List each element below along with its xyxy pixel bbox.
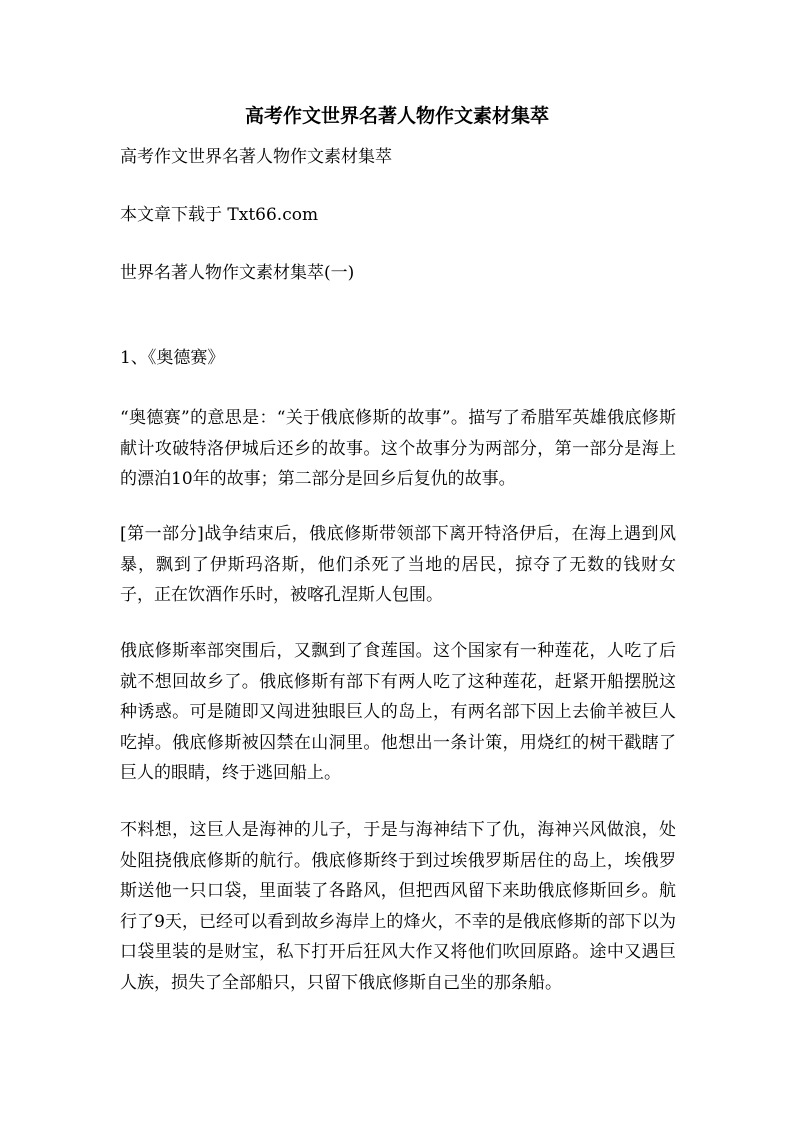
paragraph: [第一部分]战争结束后，俄底修斯带领部下离开特洛伊后，在海上遇到风暴，飘到了伊斯玛洛斯，他们杀死了当地的居民，掠夺了无数的钱财女子，正在饮酒作乐时，被喀孔涅斯人包围。 (120, 524, 676, 605)
source-line: 本文章下载于 Txt66.com (120, 205, 319, 225)
paragraph: “奥德赛”的意思是：“关于俄底修斯的故事”。描写了希腊军英雄俄底修斯献计攻破特洛伊城后还乡的故事。这个故事分为两部分，第一部分是海上的漂泊10年的故事；第二部分是回乡后复仇的故事。 (120, 408, 676, 489)
paragraph: 俄底修斯率部突围后，又飘到了食莲国。这个国家有一种莲花，人吃了后就不想回故乡了。俄底修斯有部下有两人吃了这种莲花，赶紧开船摆脱这种诱惑。可是随即又闯进独眼巨人的岛上，有两名部下因上去偷羊被巨人吃掉。俄底修斯被囚禁在山洞里。他想出一条计策，用烧红的树干戳瞎了巨人的眼睛，终于逃回船上。 (120, 641, 676, 783)
document-subtitle: 高考作文世界名著人物作文素材集萃 (120, 147, 392, 167)
document-title: 高考作文世界名著人物作文素材集萃 (244, 105, 549, 127)
paragraph: 不料想，这巨人是海神的儿子，于是与海神结下了仇，海神兴风做浪，处处阻挠俄底修斯的航行。俄底修斯终于到过埃俄罗斯居住的岛上，埃俄罗斯送他一只口袋，里面装了各路风，但把西风留下来助俄底修斯回乡。航行了9天，已经可以看到故乡海岸上的烽火，不幸的是俄底修斯的部下以为口袋里装的是财宝，私下打开后狂风大作又将他们吹回原路。途中又遇巨人族，损失了全部船只，只留下俄底修斯自己坐的那条船。 (120, 820, 676, 993)
item-heading: 1、《奥德赛》 (120, 348, 225, 368)
section-heading: 世界名著人物作文素材集萃(一) (120, 263, 355, 283)
